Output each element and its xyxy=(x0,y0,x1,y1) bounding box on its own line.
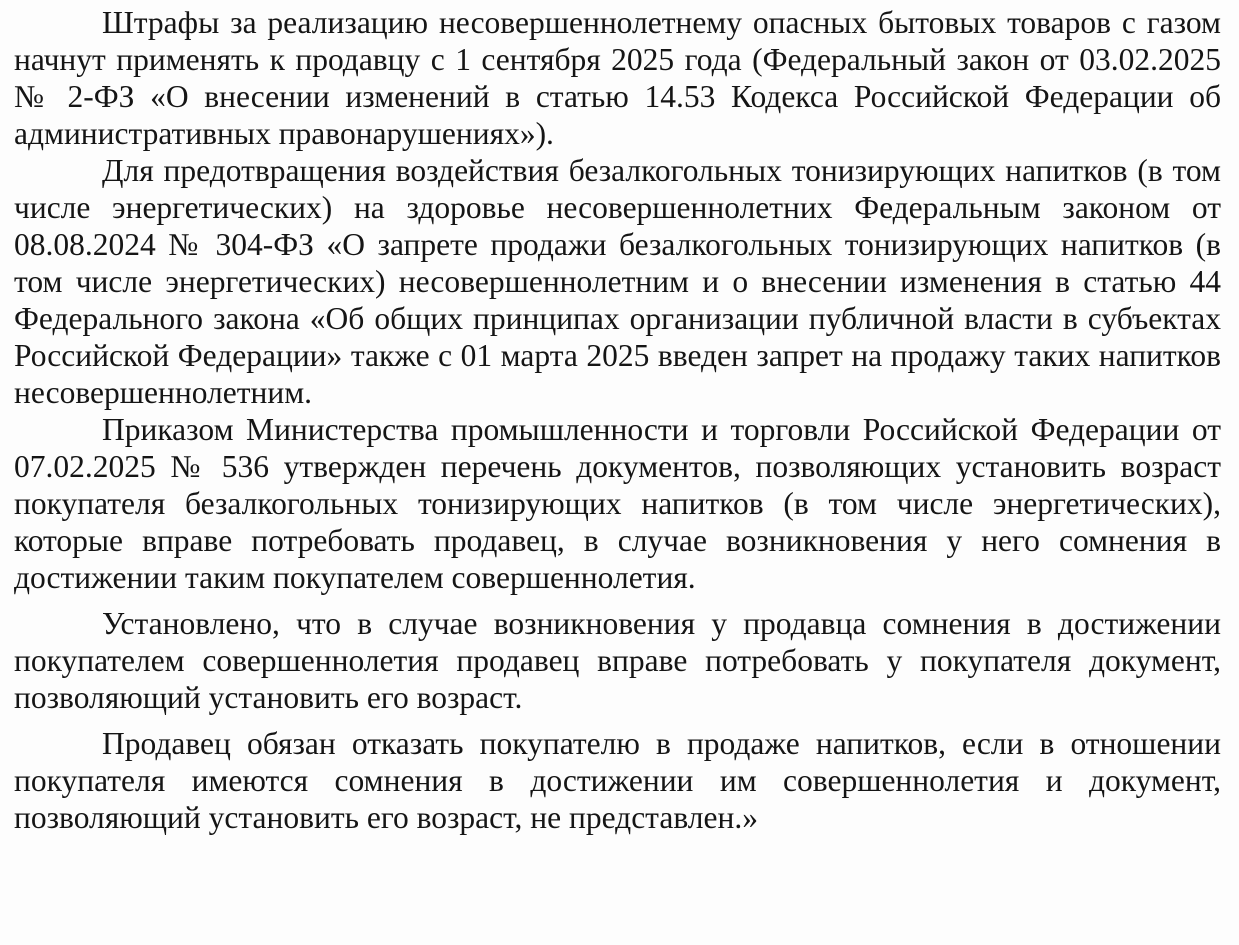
paragraph-age-documents-order: Приказом Министерства промышленности и торговли Российской Федерации от 07.02.2025 № 536 утвержден перечень документов, позволяющих установить возраст покупателя безалкогольных тонизирующих напитков (в том числе энергетических), которые вправе потребовать продавец, в случае возникновения у него сомнения в достижении таким покупателем совершеннолетия. xyxy=(14,412,1221,595)
paragraph-gas-goods-fines: Штрафы за реализацию несовершеннолетнему опасных бытовых товаров с газом начнут применять к продавцу с 1 сентября 2025 года (Федеральный закон от 03.02.2025 № 2-ФЗ «О внесении изменений в статью 14.53 Кодекса Российской Федерации об административных правонарушениях»). xyxy=(14,5,1221,151)
paragraph-seller-may-request: Установлено, что в случае возникновения у продавца сомнения в достижении покупателем совершеннолетия продавец вправе потребовать у покупателя документ, позволяющий установить его возраст. xyxy=(14,606,1221,715)
paragraph-seller-must-refuse: Продавец обязан отказать покупателю в продаже напитков, если в отношении покупателя имеются сомнения в достижении им совершеннолетия и документ, позволяющий установить его возраст, не представлен.» xyxy=(14,726,1221,835)
paragraph-energy-drinks-ban: Для предотвращения воздействия безалкогольных тонизирующих напитков (в том числе энергетических) на здоровье несовершеннолетних Федеральным законом от 08.08.2024 № 304-ФЗ «О запрете продажи безалкогольных тонизирующих напитков (в том числе энергетических) несовершеннолетним и о внесении изменения в статью 44 Федерального закона «Об общих принципах организации публичной власти в субъектах Российской Федерации» также с 01 марта 2025 введен запрет на продажу таких напитков несовершеннолетним. xyxy=(14,153,1221,410)
